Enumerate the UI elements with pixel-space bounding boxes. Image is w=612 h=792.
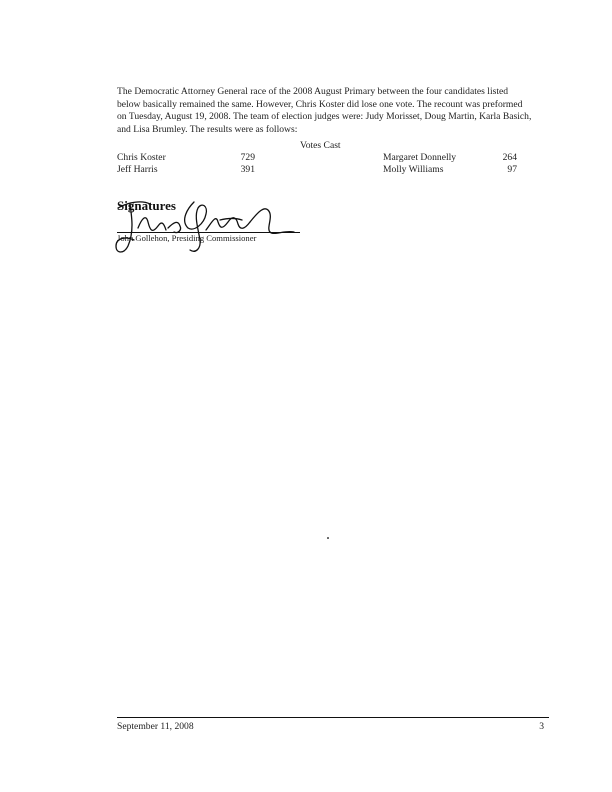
candidate-name: Jeff Harris — [117, 164, 158, 175]
signatures-heading: Signatures — [117, 198, 176, 213]
page-number: 3 — [539, 721, 544, 732]
handwritten-signature — [108, 192, 308, 258]
candidate-votes: 391 — [240, 164, 255, 175]
candidate-name: Molly Williams — [383, 164, 444, 175]
footer-date: September 11, 2008 — [117, 721, 194, 732]
paragraph-line: The Democratic Attorney General race of the 2008 August Primary between the four candidates listed — [117, 86, 509, 97]
candidate-name: Margaret Donnelly — [383, 152, 457, 163]
votes-cast-heading: Votes Cast — [300, 140, 341, 151]
stray-mark — [327, 537, 329, 539]
candidate-name: Chris Koster — [117, 152, 166, 163]
candidate-votes: 97 — [507, 164, 517, 175]
vote-row — [0, 164, 612, 177]
paragraph-line: on Tuesday, August 19, 2008. The team of election judges were: Judy Morisset, Doug Martin, Karla Basich, — [117, 111, 532, 123]
recount-paragraph — [117, 86, 557, 136]
footer-rule — [117, 717, 549, 718]
paragraph-line: below basically remained the same. However, Chris Koster did lose one vote. The recount was preformed — [117, 98, 523, 110]
candidate-votes: 729 — [240, 152, 255, 163]
candidate-votes: 264 — [502, 152, 517, 163]
paragraph-line: and Lisa Brumley. The results were as follows: — [117, 123, 298, 135]
signature-caption: John Gollehon, Presiding Commissioner — [117, 233, 257, 243]
